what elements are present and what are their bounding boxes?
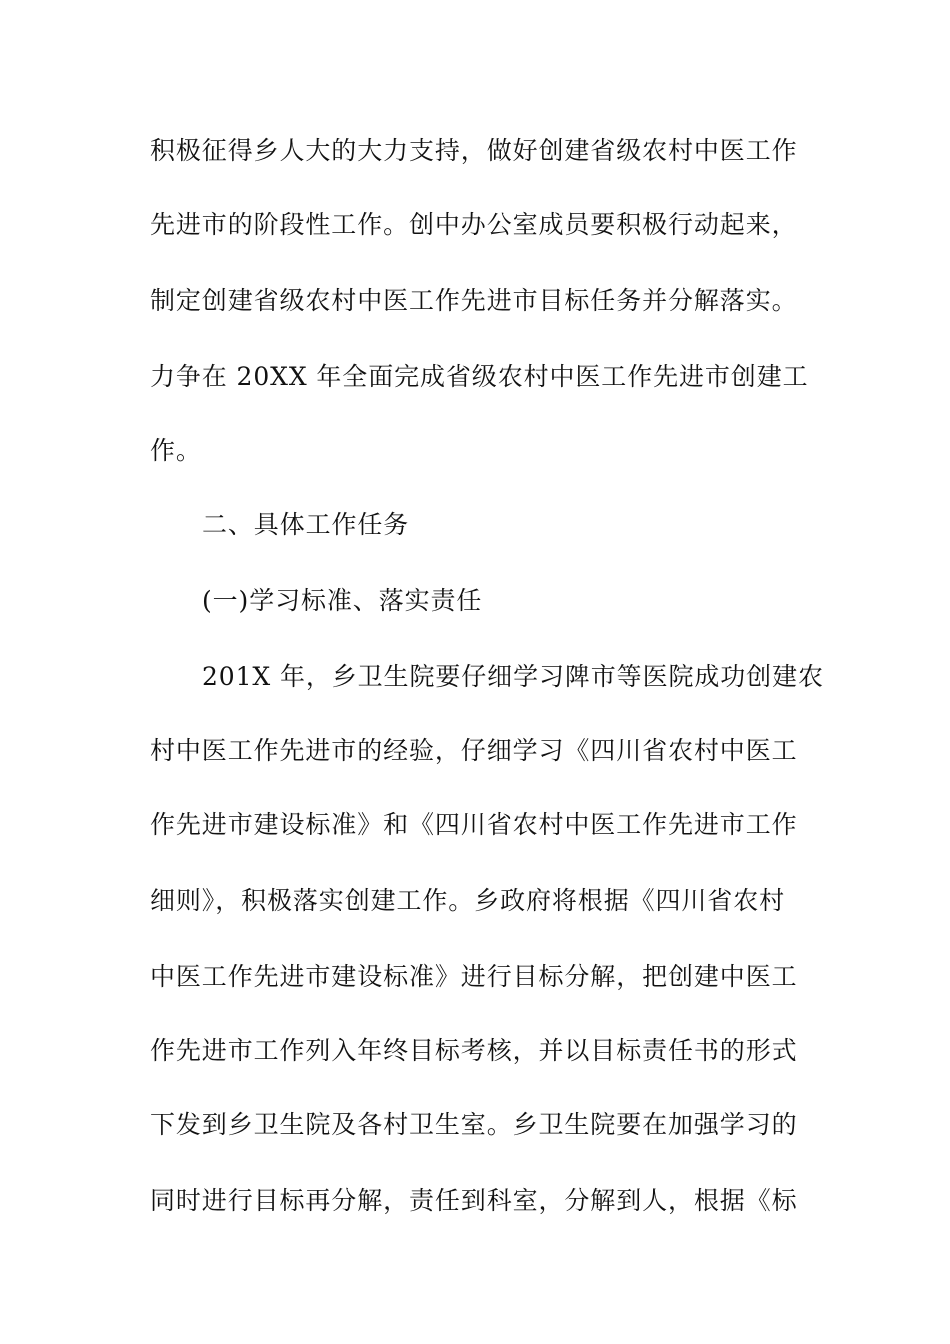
paragraph-line: 作先进市工作列入年终目标考核，并以目标责任书的形式	[150, 1036, 798, 1065]
subsection-heading: (一)学习标准、落实责任	[202, 586, 483, 615]
paragraph-line: 先进市的阶段性工作。创中办公室成员要积极行动起来，	[150, 210, 798, 239]
paragraph-line: 村中医工作先进市的经验，仔细学习《四川省农村中医工	[150, 736, 798, 765]
paragraph-line: 力争在 20XX 年全面完成省级农村中医工作先进市创建工	[150, 362, 809, 391]
paragraph-line: 201X 年，乡卫生院要仔细学习陴市等医院成功创建农	[202, 662, 824, 691]
paragraph-line: 中医工作先进市建设标准》进行目标分解，把创建中医工	[150, 962, 798, 991]
paragraph-line: 制定创建省级农村中医工作先进市目标任务并分解落实。	[150, 286, 798, 315]
paragraph-line: 细则》，积极落实创建工作。乡政府将根据《四川省农村	[150, 886, 786, 915]
paragraph-line: 积极征得乡人大的大力支持，做好创建省级农村中医工作	[150, 136, 798, 165]
paragraph-line: 作。	[150, 436, 202, 465]
paragraph-line: 同时进行目标再分解，责任到科室，分解到人，根据《标	[150, 1186, 798, 1215]
section-heading: 二、具体工作任务	[202, 510, 410, 539]
paragraph-line: 作先进市建设标准》和《四川省农村中医工作先进市工作	[150, 810, 798, 839]
paragraph-line: 下发到乡卫生院及各村卫生室。乡卫生院要在加强学习的	[150, 1110, 798, 1139]
